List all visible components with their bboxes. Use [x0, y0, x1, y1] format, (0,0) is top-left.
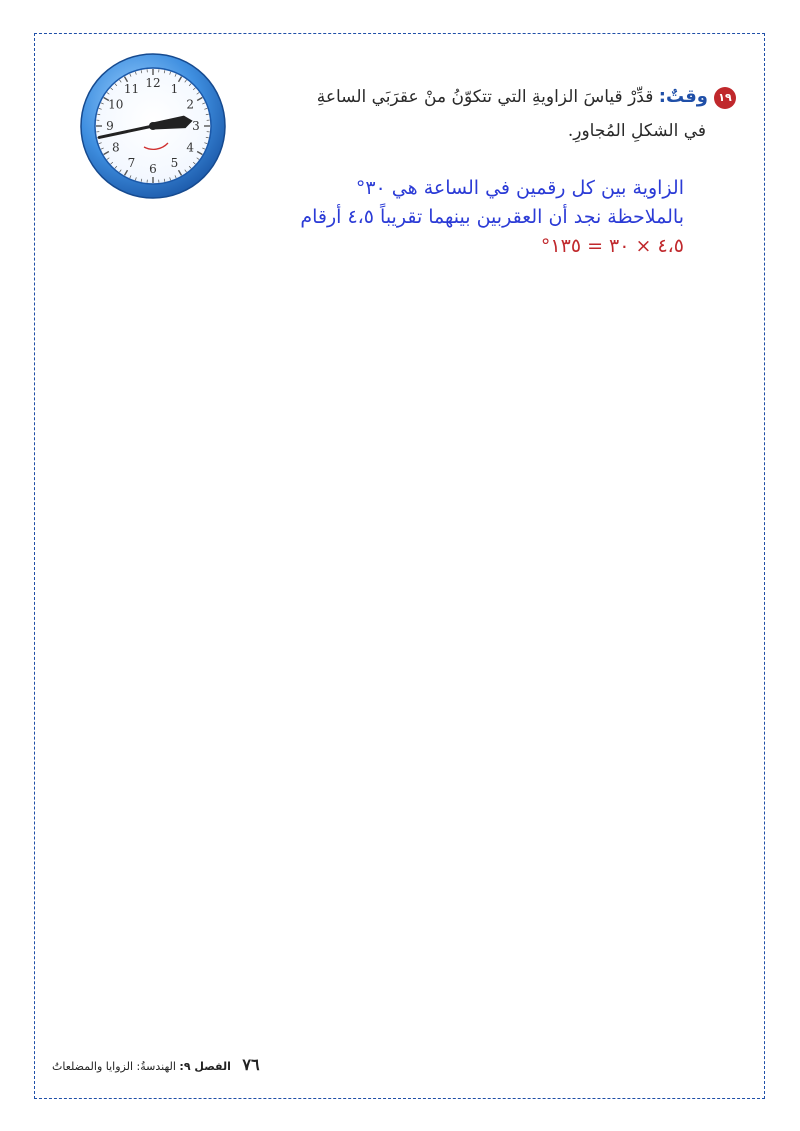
clock-numeral: 10	[108, 97, 124, 112]
page-footer	[52, 1055, 260, 1074]
handwritten-answer	[124, 174, 684, 261]
clock-numeral: 2	[186, 97, 195, 112]
clock-numeral: 12	[145, 76, 161, 90]
clock-numeral: 9	[106, 119, 114, 133]
problem-number-badge: ١٩	[714, 87, 736, 109]
problem-line-2	[266, 114, 736, 148]
clock-center	[149, 122, 157, 130]
problem-19	[266, 80, 736, 148]
clock-numeral: 3	[192, 119, 200, 133]
problem-keyword: وقتٌ:	[658, 86, 708, 107]
clock-numeral: 1	[170, 81, 179, 96]
answer-line-2: بالملاحظة نجد أن العقربين بينهما تقريباً ٤،٥ أرقام	[300, 206, 684, 228]
clock-numeral: 7	[127, 156, 136, 171]
problem-text-1: قدِّرْ قياسَ الزاويةِ التي تتكوّنُ منْ عقرَبَي الساعةِ	[316, 87, 654, 107]
problem-text-2: في الشكلِ المُجاورِ.	[567, 121, 706, 141]
answer-line-1: الزاوية بين كل رقمين في الساعة هي ٣٠°	[355, 177, 684, 199]
chapter-title: الهندسةُ: الزوايا والمضلعاتُ	[52, 1060, 176, 1073]
problem-line-1	[266, 80, 736, 114]
clock-numeral: 8	[111, 140, 120, 155]
clock-numeral: 11	[123, 81, 140, 96]
chapter-label: الفصل ٩:	[179, 1060, 231, 1073]
answer-equation: ٤،٥ × ٣٠ = ١٣٥°	[540, 235, 684, 257]
clock-numeral: 6	[149, 162, 157, 176]
clock-numeral: 5	[170, 156, 179, 171]
clock-numeral: 4	[186, 140, 195, 155]
page-number: ٧٦	[242, 1055, 260, 1074]
